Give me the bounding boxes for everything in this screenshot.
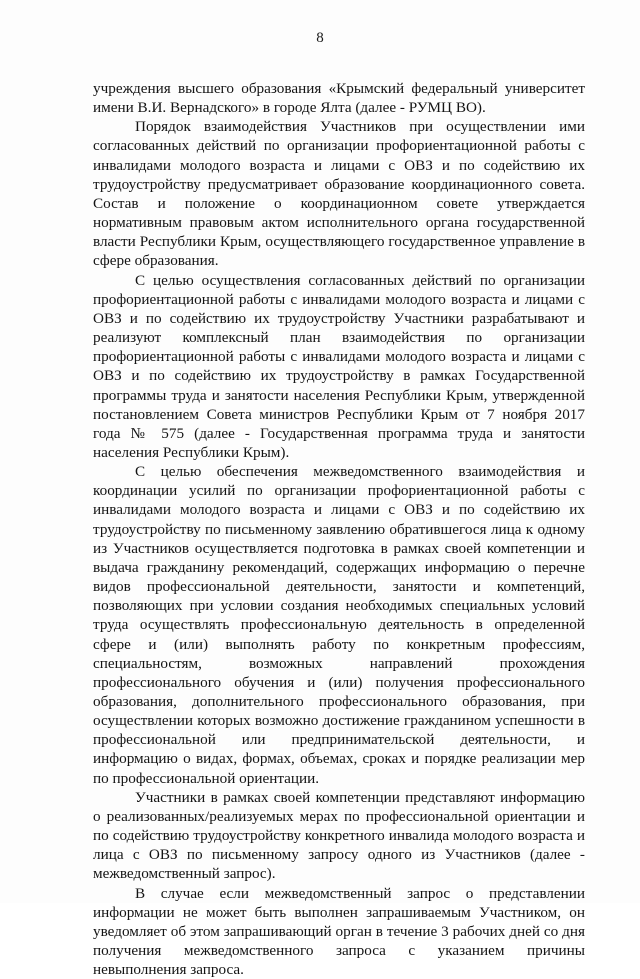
paragraph-3: С целью осуществления согласованных действий по организации профориентационной работы с инвалидами молодого возраста и лицами с ОВЗ и по содействию их трудоустройству Участники разрабатывают и реализуют комплексный план взаимодействия по организации профориентационной работы с инвалидами молодого возраста и лицами с ОВЗ и по содействию их трудоустройству в рамках Государственной программы труда и занятости населения Республики Крым, утвержденной постановлением Совета министров Республики Крым от 7 ноября 2017 года № 575 (далее - Государственная программа труда и занятости населения Республики Крым).	[93, 271, 585, 461]
paragraph-1: учреждения высшего образования «Крымский федеральный университет имени В.И. Вернадского» в городе Ялта (далее - РУМЦ ВО).	[93, 80, 585, 117]
paragraph-2: Порядок взаимодействия Участников при осуществлении ими согласованных действий по организации профориентационной работы с инвалидами молодого возраста и лицами с ОВЗ и по содействию их трудоустройству предусматривает образование координационного совета. Состав и положение о координационном совете утверждается нормативным правовым актом исполнительного органа государственной власти Республики Крым, осуществляющего государственное управление в сфере образования.	[93, 118, 585, 270]
paragraph-5: Участники в рамках своей компетенции представляют информацию о реализованных/реализуемых мерах по профессиональной ориентации и по содействию трудоустройству конкретного инвалида молодого возраста и лица с ОВЗ по письменному запросу одного из Участников (далее - межведомственный запрос).	[93, 788, 585, 883]
paragraph-4: С целью обеспечения межведомственного взаимодействия и координации усилий по организации профориентационной работы с инвалидами молодого возраста и лицами с ОВЗ и по содействию их трудоустройству по письменному заявлению обратившегося лица к одному из Участников осуществляется подготовка в рамках своей компетенции и выдача гражданину рекомендаций, содержащих информацию о перечне видов профессиональной деятельности, занятости и компетенций, позволяющих при условии создания необходимых специальных условий труда осуществлять профессиональную деятельность в определенной сфере и (или) выполнять работу по конкретным профессиям, специальностям, возможных направлений прохождения профессионального обучения и (или) получения профессионального образования, дополнительного профессионального образования, при осуществлении которых возможно достижение гражданином успешности в профессиональной или предпринимательской деятельности, и информацию о видах, формах, объемах, сроках и порядке реализации мер по профессиональной ориентации.	[93, 463, 585, 787]
paragraph-6: В случае если межведомственный запрос о представлении информации не может быть выполнен запрашиваемым Участником, он уведомляет об этом запрашивающий орган в течение 3 рабочих дней со дня получения межведомственного запроса с указанием причины невыполнения запроса.	[93, 884, 585, 979]
page-number: 8	[316, 30, 324, 46]
document-body	[93, 79, 585, 979]
